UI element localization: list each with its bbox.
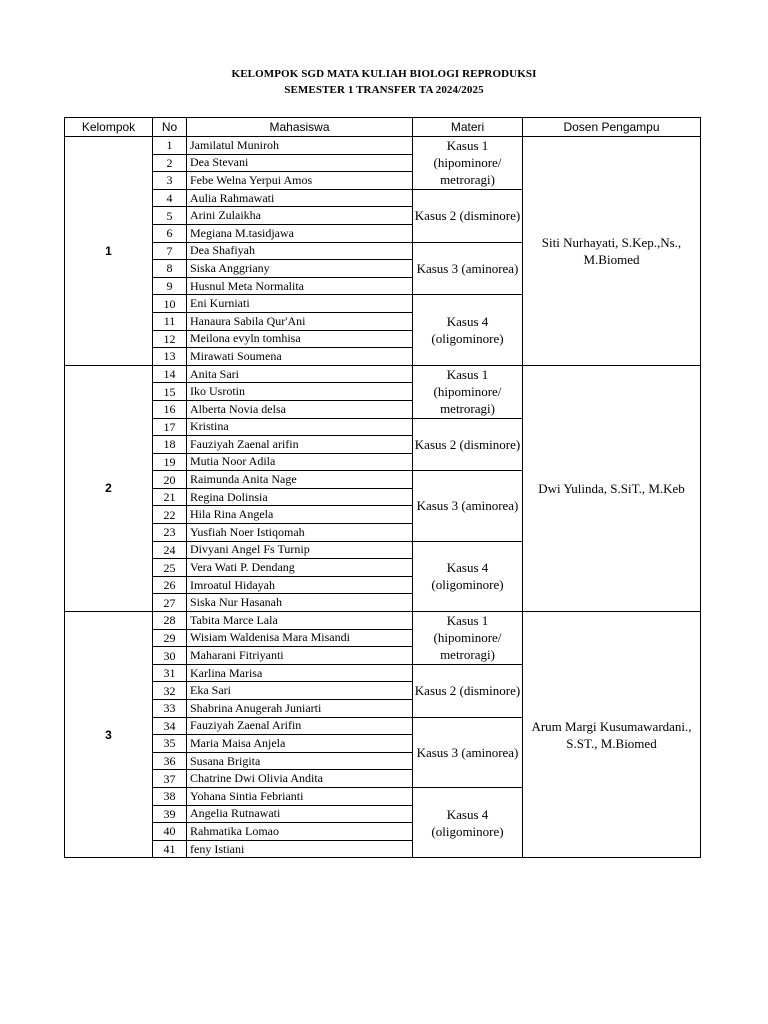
materi-case: Kasus 2 (disminore) bbox=[413, 189, 523, 242]
student-name: Raimunda Anita Nage bbox=[187, 471, 413, 489]
table-row bbox=[65, 612, 701, 630]
student-number: 31 bbox=[153, 664, 187, 682]
student-name: Yusfiah Noer Istiqomah bbox=[187, 524, 413, 542]
student-name: feny Istiani bbox=[187, 840, 413, 858]
student-name: Maharani Fitriyanti bbox=[187, 647, 413, 665]
table-header-row bbox=[65, 118, 701, 137]
student-name: Yohana Sintia Febrianti bbox=[187, 787, 413, 805]
student-number: 1 bbox=[153, 137, 187, 155]
materi-case: Kasus 3 (aminorea) bbox=[413, 242, 523, 295]
student-number: 34 bbox=[153, 717, 187, 735]
student-number: 16 bbox=[153, 400, 187, 418]
materi-case: Kasus 4 (oligominore) bbox=[413, 787, 523, 857]
student-name: Karlina Marisa bbox=[187, 664, 413, 682]
student-number: 9 bbox=[153, 277, 187, 295]
student-number: 3 bbox=[153, 172, 187, 190]
student-name: Kristina bbox=[187, 418, 413, 436]
student-number: 28 bbox=[153, 612, 187, 630]
student-name: Febe Welna Yerpui Amos bbox=[187, 172, 413, 190]
student-name: Shabrina Anugerah Juniarti bbox=[187, 700, 413, 718]
student-name: Maria Maisa Anjela bbox=[187, 735, 413, 753]
student-number: 11 bbox=[153, 312, 187, 330]
student-number: 22 bbox=[153, 506, 187, 524]
student-name: Tabita Marce Lala bbox=[187, 612, 413, 630]
student-name: Fauziyah Zaenal arifin bbox=[187, 436, 413, 454]
student-number: 27 bbox=[153, 594, 187, 612]
column-header-mahasiswa: Mahasiswa bbox=[187, 118, 413, 137]
student-number: 20 bbox=[153, 471, 187, 489]
table-row bbox=[65, 365, 701, 383]
materi-case: Kasus 4 (oligominore) bbox=[413, 541, 523, 611]
student-name: Dea Shafiyah bbox=[187, 242, 413, 260]
student-number: 15 bbox=[153, 383, 187, 401]
lecturer-name: Arum Margi Kusumawardani., S.ST., M.Biomed bbox=[523, 612, 701, 858]
materi-case: Kasus 2 (disminore) bbox=[413, 418, 523, 471]
table-row bbox=[65, 137, 701, 155]
materi-case: Kasus 2 (disminore) bbox=[413, 664, 523, 717]
lecturer-name: Siti Nurhayati, S.Kep.,Ns., M.Biomed bbox=[523, 137, 701, 366]
student-number: 35 bbox=[153, 735, 187, 753]
student-name: Anita Sari bbox=[187, 365, 413, 383]
student-number: 38 bbox=[153, 787, 187, 805]
student-number: 41 bbox=[153, 840, 187, 858]
student-number: 40 bbox=[153, 823, 187, 841]
student-name: Imroatul Hidayah bbox=[187, 576, 413, 594]
student-number: 4 bbox=[153, 189, 187, 207]
materi-case: Kasus 3 (aminorea) bbox=[413, 717, 523, 787]
materi-case: Kasus 1 (hipominore/ metroragi) bbox=[413, 365, 523, 418]
student-name: Alberta Novia delsa bbox=[187, 400, 413, 418]
student-number: 33 bbox=[153, 700, 187, 718]
student-name: Meilona evyln tomhisa bbox=[187, 330, 413, 348]
document-subtitle: SEMESTER 1 TRANSFER TA 2024/2025 bbox=[284, 84, 484, 96]
student-number: 21 bbox=[153, 488, 187, 506]
student-name: Divyani Angel Fs Turnip bbox=[187, 541, 413, 559]
student-number: 32 bbox=[153, 682, 187, 700]
student-number: 24 bbox=[153, 541, 187, 559]
student-name: Susana Brigita bbox=[187, 752, 413, 770]
student-number: 13 bbox=[153, 348, 187, 366]
student-number: 18 bbox=[153, 436, 187, 454]
student-name: Arini Zulaikha bbox=[187, 207, 413, 225]
student-number: 25 bbox=[153, 559, 187, 577]
document-title: KELOMPOK SGD MATA KULIAH BIOLOGI REPRODUKSI bbox=[231, 68, 537, 80]
student-number: 14 bbox=[153, 365, 187, 383]
student-number: 10 bbox=[153, 295, 187, 313]
student-number: 39 bbox=[153, 805, 187, 823]
student-name: Megiana M.tasidjawa bbox=[187, 224, 413, 242]
student-number: 17 bbox=[153, 418, 187, 436]
student-name: Siska Nur Hasanah bbox=[187, 594, 413, 612]
column-header-materi: Materi bbox=[413, 118, 523, 137]
student-name: Rahmatika Lomao bbox=[187, 823, 413, 841]
student-number: 5 bbox=[153, 207, 187, 225]
student-number: 29 bbox=[153, 629, 187, 647]
student-number: 30 bbox=[153, 647, 187, 665]
materi-case: Kasus 4 (oligominore) bbox=[413, 295, 523, 365]
student-name: Vera Wati P. Dendang bbox=[187, 559, 413, 577]
materi-case: Kasus 1 (hipominore/ metroragi) bbox=[413, 612, 523, 665]
student-name: Chatrine Dwi Olivia Andita bbox=[187, 770, 413, 788]
student-number: 12 bbox=[153, 330, 187, 348]
column-header-kelompok: Kelompok bbox=[65, 118, 153, 137]
student-number: 19 bbox=[153, 453, 187, 471]
student-name: Wisiam Waldenisa Mara Misandi bbox=[187, 629, 413, 647]
column-header-no: No bbox=[153, 118, 187, 137]
materi-case: Kasus 3 (aminorea) bbox=[413, 471, 523, 541]
lecturer-name: Dwi Yulinda, S.SiT., M.Keb bbox=[523, 365, 701, 611]
column-header-dosen: Dosen Pengampu bbox=[523, 118, 701, 137]
student-name: Eni Kurniati bbox=[187, 295, 413, 313]
student-name: Iko Usrotin bbox=[187, 383, 413, 401]
table-body bbox=[65, 137, 701, 858]
group-number: 1 bbox=[65, 137, 153, 366]
student-name: Dea Stevani bbox=[187, 154, 413, 172]
student-name: Siska Anggriany bbox=[187, 260, 413, 278]
student-number: 36 bbox=[153, 752, 187, 770]
student-number: 26 bbox=[153, 576, 187, 594]
student-name: Fauziyah Zaenal Arifin bbox=[187, 717, 413, 735]
student-name: Hanaura Sabila Qur'Ani bbox=[187, 312, 413, 330]
group-table bbox=[64, 117, 701, 858]
student-name: Angelia Rutnawati bbox=[187, 805, 413, 823]
group-number: 2 bbox=[65, 365, 153, 611]
student-name: Mutia Noor Adila bbox=[187, 453, 413, 471]
group-number: 3 bbox=[65, 612, 153, 858]
student-number: 37 bbox=[153, 770, 187, 788]
student-number: 23 bbox=[153, 524, 187, 542]
materi-case: Kasus 1 (hipominore/ metroragi) bbox=[413, 137, 523, 190]
student-name: Husnul Meta Normalita bbox=[187, 277, 413, 295]
student-number: 6 bbox=[153, 224, 187, 242]
student-name: Aulia Rahmawati bbox=[187, 189, 413, 207]
student-name: Eka Sari bbox=[187, 682, 413, 700]
student-name: Mirawati Soumena bbox=[187, 348, 413, 366]
student-number: 8 bbox=[153, 260, 187, 278]
student-number: 2 bbox=[153, 154, 187, 172]
student-name: Jamilatul Muniroh bbox=[187, 137, 413, 155]
student-number: 7 bbox=[153, 242, 187, 260]
student-name: Hila Rina Angela bbox=[187, 506, 413, 524]
student-name: Regina Dolinsia bbox=[187, 488, 413, 506]
